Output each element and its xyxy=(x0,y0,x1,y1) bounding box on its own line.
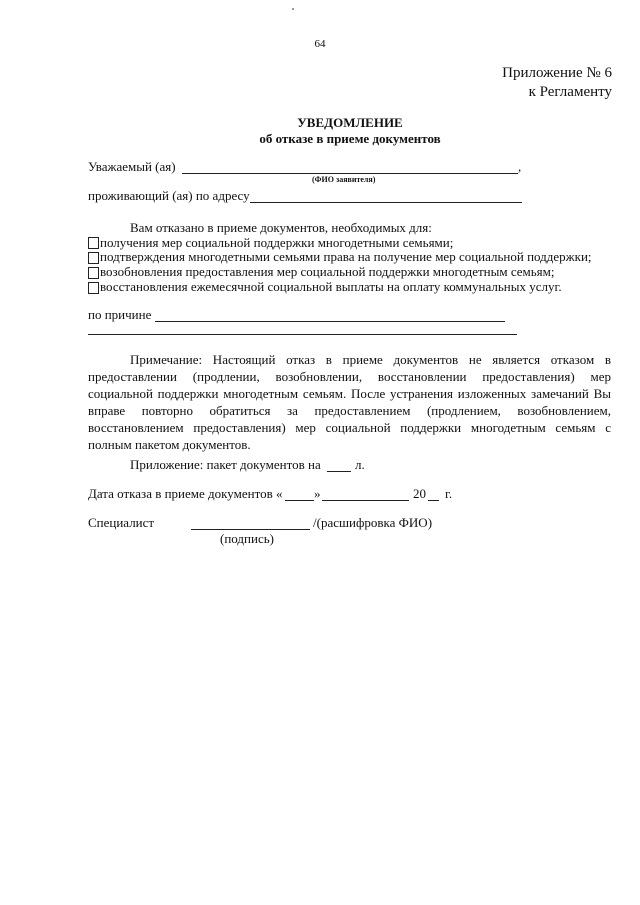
purpose-checkbox-4[interactable] xyxy=(88,282,99,294)
addressee-comma: , xyxy=(518,159,522,174)
date-year-prefix: 20 xyxy=(413,486,426,501)
document-subtitle: об отказе в приеме документов xyxy=(259,131,441,146)
reason-field-line-1[interactable] xyxy=(155,321,505,322)
attachment-suffix: л. xyxy=(355,457,365,472)
appendix-regulation: к Регламенту xyxy=(528,84,612,100)
applicant-name-field[interactable] xyxy=(182,173,518,174)
date-year-suffix: г. xyxy=(445,486,453,501)
document-title: УВЕДОМЛЕНИЕ xyxy=(297,115,403,130)
date-year-field[interactable] xyxy=(428,500,439,501)
purpose-label-1: получения мер социальной поддержки многодетными семьями; xyxy=(100,235,454,250)
refusal-intro: Вам отказано в приеме документов, необходимых для: xyxy=(130,220,432,235)
note-paragraph: Примечание: Настоящий отказ в приеме документов не является отказом в предоставлении (продлении, возобновлении, восстановлении предоставления) мер социальной поддержки многодетным семьям. После устранения изложенных замечаний Вы вправе повторно обратиться за предоставлением (продлением, возобновлением, восстановлением предоставления) мер социальной поддержки многодетным семьям с полным пакетом документов. xyxy=(88,352,611,452)
purpose-label-4: восстановления ежемесячной социальной выплаты на оплату коммунальных услуг. xyxy=(100,279,562,294)
name-decode-label: /(расшифровка ФИО) xyxy=(313,515,433,530)
scan-speck xyxy=(292,8,294,10)
purpose-label-3: возобновления предоставления мер социальной поддержки многодетным семьям; xyxy=(100,264,555,279)
date-month-field[interactable] xyxy=(322,500,409,501)
applicant-name-caption: (ФИО заявителя) xyxy=(312,175,376,184)
signature-caption: (подпись) xyxy=(220,531,274,546)
attachment-pages-field[interactable] xyxy=(327,471,351,472)
addressee-label: Уважаемый (ая) xyxy=(88,159,176,174)
specialist-label: Специалист xyxy=(88,515,155,530)
purpose-checkbox-1[interactable] xyxy=(88,237,99,249)
purpose-checkbox-2[interactable] xyxy=(88,252,99,264)
appendix-label: Приложение № 6 xyxy=(502,65,612,81)
date-quote-close: » xyxy=(314,486,321,501)
address-label: проживающий (ая) по адресу xyxy=(88,188,250,203)
attachment-label: Приложение: пакет документов на xyxy=(130,457,321,472)
date-day-field[interactable] xyxy=(285,500,314,501)
purpose-label-2: подтверждения многодетными семьями права на получение мер социальной поддержки; xyxy=(100,249,592,264)
date-label: Дата отказа в приеме документов « xyxy=(88,486,283,501)
purpose-checkbox-3[interactable] xyxy=(88,267,99,279)
signature-field[interactable] xyxy=(191,529,310,530)
page-number: 64 xyxy=(314,38,326,50)
reason-label: по причине xyxy=(88,307,152,322)
reason-field-line-2[interactable] xyxy=(88,334,517,335)
address-field[interactable] xyxy=(250,202,522,203)
